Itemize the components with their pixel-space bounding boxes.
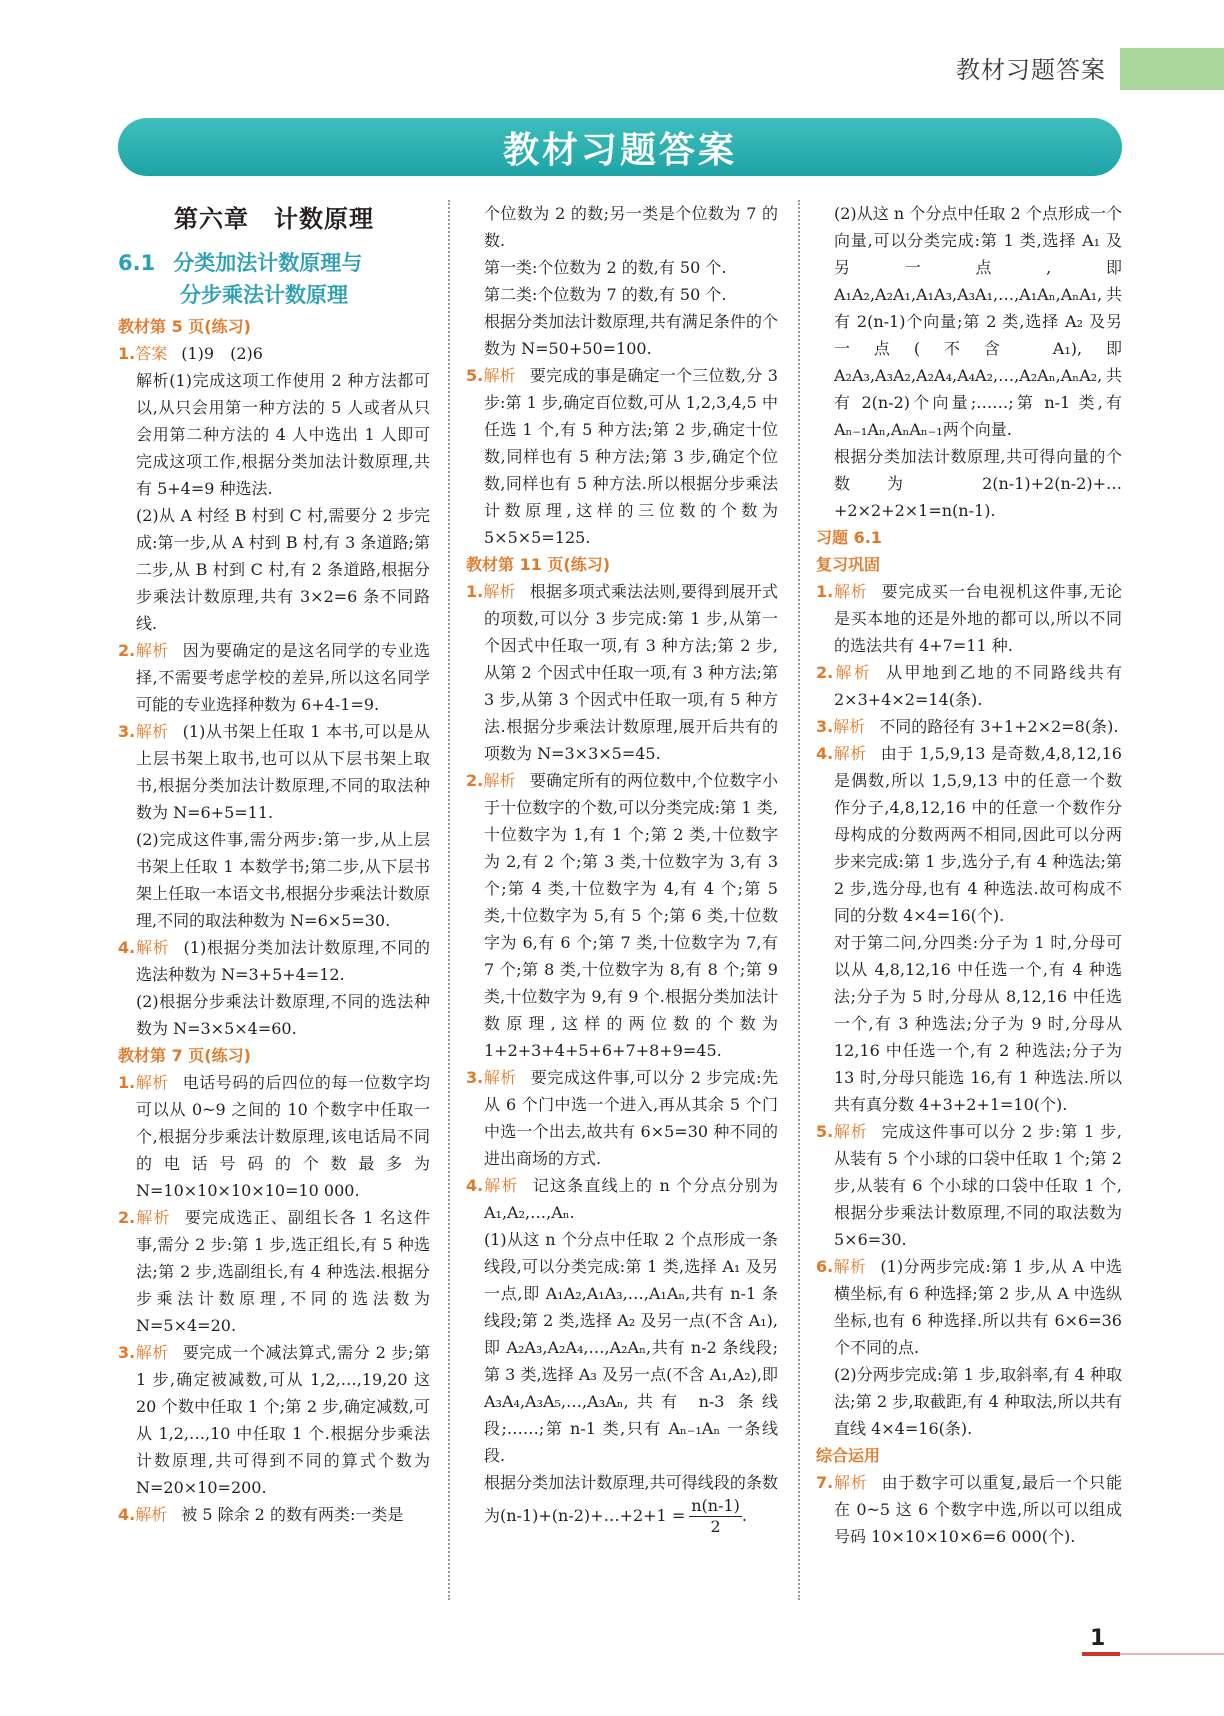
answer-paragraph: (2)完成这件事,需分两步:第一步,从上层书架上任取 1 本数学书;第二步,从下层书架上任取一本语文书,根据分步乘法计数原理,不同的取法种数为 N=6×5=30.: [136, 830, 430, 930]
item-number: 4.: [816, 744, 834, 763]
analysis-tag: 解析: [135, 938, 170, 957]
banner-title: 教材习题答案: [502, 129, 737, 171]
item-text: 由于数字可以重复,最后一个只能在 0~5 这 6 个数字中选,所以可以组成号码 10×10×10×6=6 000(个).: [834, 1473, 1122, 1546]
answer-item: [118, 934, 430, 988]
item-number: 1.: [466, 582, 484, 601]
answer-item: [118, 637, 430, 718]
item-number: 2.: [118, 641, 136, 660]
subsection-heading: 教材第 5 页(练习): [118, 317, 251, 336]
analysis-tag: 解析: [833, 717, 866, 736]
analysis-tag: 解析: [483, 366, 516, 385]
answer-item: [816, 578, 1122, 659]
item-text: (1)从书架上任取 1 本书,可以是从上层书架上取书,也可以从下层书架上取书,根据分类加法计数原理,不同的取法种数为 N=6+5=11.: [136, 722, 430, 822]
column-divider: [798, 200, 800, 1600]
section-title: [118, 247, 430, 311]
item-text: 要完成选正、副组长各 1 名这件事,需分 2 步:第 1 步,选正组长,有 5 种选法;第 2 步,选副组长,有 4 种选法.根据分步乘法计数原理,不同的选法数为 N=5×4=20.: [136, 1208, 430, 1335]
item-text: 完成这件事可以分 2 步:第 1 步,从装有 5 个小球的口袋中任取 1 个;第 2 步,从装有 6 个小球的口袋中任取 1 个,根据分步乘法计数原理,不同的取法数为 5×6=30.: [834, 1122, 1122, 1249]
item-number: 2.: [466, 771, 484, 790]
item-number: 3.: [118, 1343, 136, 1362]
answer-item: [118, 340, 430, 367]
analysis-tag: 解析: [483, 1068, 517, 1087]
answer-item: [466, 1064, 778, 1172]
item-text: 根据分类加法计数原理,共可得线段的条数为(n-1)+(n-2)+…+2+1 =: [484, 1473, 778, 1525]
analysis-tag: 解析: [483, 582, 516, 601]
item-number: 6.: [816, 1257, 834, 1276]
answer-item: [466, 362, 778, 551]
analysis-tag: 解析: [833, 1122, 868, 1141]
answer-paragraph: (2)根据分步乘法计数原理,不同的选法种数为 N=3×5×4=60.: [136, 992, 430, 1038]
item-number: 2.: [816, 663, 834, 682]
item-number: 1.: [816, 582, 834, 601]
analysis-tag: 解析: [135, 1208, 171, 1227]
item-number: 4.: [118, 938, 136, 957]
item-text: 根据多项式乘法法则,要得到展开式的项数,可以分 3 步完成:第 1 步,从第一个因式中任取一项,有 3 种方法;第 2 步,从第 2 个因式中任取一项,有 3 种方法;第 3 步,从第 3 个因式中任取一项,有 5 种方法.根据分步乘法计数原理,展开后共有的项数为 N=3×3×5=45.: [484, 582, 778, 763]
answer-paragraph: 第二类:个位数为 7 的数,有 50 个.: [484, 285, 727, 304]
item-text: 要确定所有的两位数中,个位数字小于十位数字的个数,可以分类完成:第 1 类,十位数字为 1,有 1 个;第 2 类,十位数字为 2,有 2 个;第 3 类,十位数字为 3,有 3 个;第 4 类,十位数字为 4,有 4 个;第 5 类,十位数字为 5,有 5 个;第 6 类,十位数字为 6,有 6 个;第 7 类,十位数字为 7,有 7 个;第 8 类,十位数字为 8,有 8 个;第 9 类,十位数字为 9,有 9 个.根据分类加法计数原理,这样的两位数的个数为 1+2+3+4+5+6+7+8+9=45.: [484, 771, 778, 1060]
analysis-tag: 解析: [483, 771, 516, 790]
item-text: 被 5 除余 2 的数有两类:一类是: [181, 1505, 404, 1524]
section-title-line2: 分步乘法计数原理: [180, 283, 348, 307]
item-number: 3.: [118, 722, 136, 741]
answer-paragraph: (2)从这 n 个分点中任取 2 个点形成一个向量,可以分类完成:第 1 类,选择 A₁ 及另一点,即A₁A₂,A₂A₁,A₁A₃,A₃A₁,…,A₁Aₙ,AₙA₁,共有 2(n-1)个向量;第 2 类,选择 A₂ 及另一点(不含 A₁),即A₂A₃,A₃A₂,A₂A₄,A₄A₂,…,A₂Aₙ,AₙA₂,共有 2(n-2)个向量;……;第 n-1 类,有Aₙ₋₁Aₙ,AₙAₙ₋₁两个向量.: [834, 204, 1122, 439]
chapter-title: 第六章 计数原理: [174, 205, 374, 233]
answer-tag: 答案: [135, 344, 168, 363]
analysis-tag: 解析: [483, 1176, 519, 1195]
answer-item: [816, 1118, 1122, 1253]
subsection-heading: 教材第 7 页(练习): [118, 1046, 251, 1065]
answer-item: [466, 767, 778, 1064]
answer-item: [118, 367, 430, 502]
item-number: 2.: [118, 1208, 136, 1227]
fraction-numerator: n(n-1): [691, 1496, 740, 1515]
answer-paragraph: 根据分类加法计数原理,共可得向量的个数为 2(n-1)+2(n-2)+…+2×2+2×1=n(n-1).: [834, 447, 1122, 520]
answer-item: [816, 740, 1122, 929]
page-rule-accent: [1082, 1652, 1120, 1656]
answer-paragraph: 第一类:个位数为 2 的数,有 50 个.: [484, 258, 727, 277]
analysis-tag: 解析: [135, 1073, 169, 1092]
column-2: [466, 200, 778, 1537]
item-number: 5.: [466, 366, 484, 385]
item-text: (1)完成这项工作使用 2 种方法都可以,从只会用第一种方法的 5 人或者从只会用第二种方法的 4 人中选出 1 人即可完成这项工作,根据分类加法计数原理,共有 5+4=9 种选法.: [136, 371, 430, 498]
item-text: 电话号码的后四位的每一位数字均可以从 0~9 之间的 10 个数字中任取一个,根据分步乘法计数原理,该电话局不同的电话号码的个数最多为 N=10×10×10×10=10 000.: [136, 1073, 430, 1200]
item-number: 7.: [816, 1473, 834, 1492]
answer-paragraph: (1)从这 n 个分点中任取 2 个点形成一条线段,可以分类完成:第 1 类,选择 A₁ 及另一点,即 A₁A₂,A₁A₃,…,A₁Aₙ,共有 n-1 条线段;第 2 类,选择 A₂ 及另一点(不含 A₁),即 A₂A₃,A₂A₄,…,A₂Aₙ,共有 n-2 条线段;第 3 类,选择 A₃ 及另一点(不含 A₁,A₂),即 A₃A₄,A₃A₅,…,A₃Aₙ,共有 n-3 条线段;……;第 n-1 类,只有 Aₙ₋₁Aₙ 一条线段.: [484, 1230, 778, 1465]
subsection-heading: 教材第 11 页(练习): [466, 555, 611, 574]
banner: [118, 118, 1122, 176]
exercise-heading: 习题 6.1: [816, 528, 882, 547]
item-text: 要完成这件事,可以分 2 步完成:先从 6 个门中选一个进入,再从其余 5 个门中选一个出去,故共有 6×5=30 种不同的进出商场的方式.: [484, 1068, 778, 1168]
section-number: 6.1: [118, 251, 156, 275]
section-title-line1: 分类加法计数原理与: [173, 251, 363, 275]
subsection-heading: 复习巩固: [816, 555, 881, 574]
subsection-heading: 综合运用: [816, 1446, 881, 1465]
item-text: 要完成一个减法算式,需分 2 步;第 1 步,确定被减数,可从 1,2,…,19,20 这 20 个数中任取 1 个;第 2 步,确定减数,可从 1,2,…,10 中任取 1 个.根据分步乘法计数原理,共可得到不同的算式个数为 N=20×10=200.: [136, 1343, 430, 1497]
item-number: 1.: [118, 1073, 136, 1092]
column-divider: [448, 200, 450, 1600]
item-number: 4.: [118, 1505, 136, 1524]
analysis-tag: 解析: [833, 582, 868, 601]
answer-item: [118, 1501, 430, 1528]
fraction-denominator: 2: [710, 1517, 721, 1536]
answer-paragraph: 根据分类加法计数原理,共有满足条件的个数为 N=50+50=100.: [484, 312, 778, 358]
item-text: 从甲地到乙地的不同路线共有 2×3+4×2=14(条).: [834, 663, 1122, 709]
answer-item: [816, 659, 1122, 713]
analysis-tag: 解析: [135, 1343, 169, 1362]
analysis-tag: 解析: [833, 1473, 868, 1492]
answer-item: [118, 1339, 430, 1501]
answer-item: [118, 1204, 430, 1339]
item-number: 3.: [466, 1068, 484, 1087]
fraction: [689, 1496, 742, 1537]
item-text: 记这条直线上的 n 个分点分别为 A₁,A₂,…,Aₙ.: [484, 1176, 778, 1222]
answer-paragraph: 根据分类加法计数原理,共可得线段的条数为(n-1)+(n-2)+…+2+1 = $\frac{n(n-1)}{2}$ .: [484, 1473, 778, 1536]
answer-paragraph: 对于第二问,分四类:分子为 1 时,分母可以从 4,8,12,16 中任选一个,有 4 种选法;分子为 5 时,分母从 8,12,16 中任选一个,有 3 种选法;分子为 9 时,分母从 12,16 中任选一个,有 2 种选法;分子为 13 时,分母只能选 16,有 1 种选法.所以共有真分数 4+3+2+1=10(个).: [834, 933, 1122, 1114]
answer-item: [816, 1469, 1122, 1550]
item-text: 因为要确定的是这名同学的专业选择,不需要考虑学校的差异,所以这名同学可能的专业选择种数为 6+4-1=9.: [136, 641, 430, 714]
answer-item: [466, 578, 778, 767]
answer-item: [118, 1069, 430, 1204]
page-number: 1: [1090, 1626, 1106, 1651]
column-1: [118, 200, 430, 1528]
answer-item: [466, 1172, 778, 1226]
analysis-tag: 解析: [135, 641, 169, 660]
item-text: 由于 1,5,9,13 是奇数,4,8,12,16 是偶数,所以 1,5,9,13 中的任意一个数作分子,4,8,12,16 中的任意一个数作分母构成的分数两两不相同,因此可以分两步来完成:第 1 步,选分子,有 4 种选法;第 2 步,选分母,也有 4 种选法.故可构成不同的分数 4×4=16(个).: [834, 744, 1122, 925]
answer-item: [816, 1253, 1122, 1361]
item-text: (1)9 (2)6: [181, 344, 263, 363]
answer-paragraph: (2)从 A 村经 B 村到 C 村,需要分 2 步完成:第一步,从 A 村到 B 村,有 3 条道路;第二步,从 B 村到 C 村,有 2 条道路,根据分步乘法计数原理,共有 3×2=6 条不同路线.: [136, 506, 430, 633]
item-number: 4.: [466, 1176, 484, 1195]
item-text: 要完成的事是确定一个三位数,分 3 步:第 1 步,确定百位数,可从 1,2,3,4,5 中任选 1 个,有 5 种方法;第 2 步,确定十位数,同样也有 5 种方法;第 3 步,确定个位数,同样也有 5 种方法.所以根据分步乘法计数原理,这样的三位数的个数为 5×5×5=125.: [484, 366, 778, 547]
analysis-tag: 解析: [833, 744, 867, 763]
item-number: 3.: [816, 717, 834, 736]
column-3: [816, 200, 1122, 1550]
item-text: 不同的路径有 3+1+2×2=8(条).: [879, 717, 1119, 736]
analysis-tag: 解析: [135, 1505, 168, 1524]
analysis-tag: 解析: [833, 1257, 867, 1276]
header-label: 教材习题答案: [956, 56, 1106, 84]
answer-item: [816, 713, 1122, 740]
header-tab: [1120, 48, 1224, 90]
item-number: 1.: [118, 344, 136, 363]
answer-item: [118, 718, 430, 826]
item-text: (1)分两步完成:第 1 步,从 A 中选横坐标,有 6 种选择;第 2 步,从 A 中选纵坐标,也有 6 种选择.所以共有 6×6=36 个不同的点.: [834, 1257, 1122, 1357]
analysis-tag: 解析: [833, 663, 873, 682]
analysis-tag: 解析: [136, 371, 170, 390]
answer-paragraph: 个位数为 2 的数;另一类是个位数为 7 的数.: [484, 204, 778, 250]
answer-paragraph: (2)分两步完成:第 1 步,取斜率,有 4 种取法;第 2 步,取截距,有 4 种取法,所以共有直线 4×4=16(条).: [834, 1365, 1122, 1438]
item-text: 要完成买一台电视机这件事,无论是买本地的还是外地的都可以,所以不同的选法共有 4+7=11 种.: [834, 582, 1122, 655]
item-text: (1)根据分类加法计数原理,不同的选法种数为 N=3+5+4=12.: [136, 938, 430, 984]
analysis-tag: 解析: [135, 722, 169, 741]
item-number: 5.: [816, 1122, 834, 1141]
